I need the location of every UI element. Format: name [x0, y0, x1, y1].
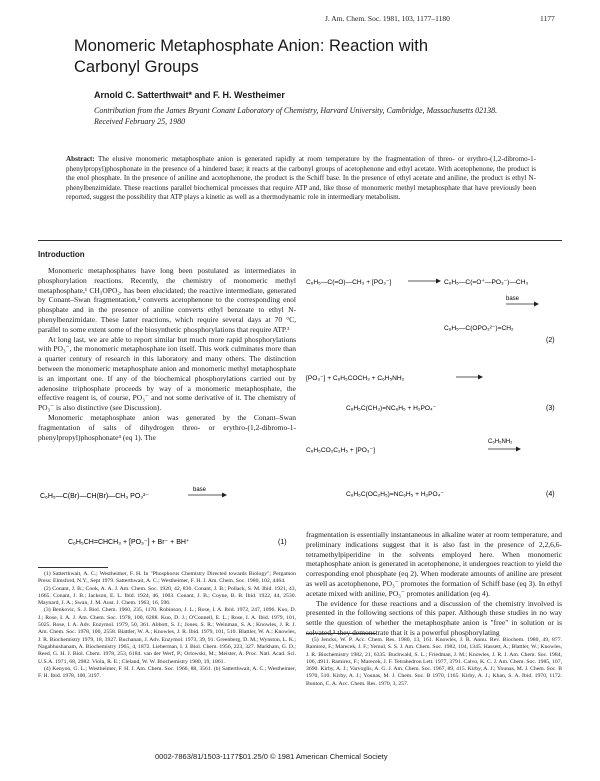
- arrowhead: [436, 279, 441, 284]
- equations-2-4: [306, 262, 562, 524]
- section-divider: [38, 240, 562, 241]
- eq2-left: C₆H₅—C(=O)—CH₃ + [PO₃⁻]: [306, 279, 392, 286]
- eq1-reactant: C₆H₅—C(Br)—CH(Br)—CH₃ PO₃²⁻: [40, 493, 150, 500]
- eq2-label: (2): [546, 337, 555, 344]
- eq1-products: C₆H₅CH=CHCH₃ + [PO₃⁻] + Br⁻ + BH⁺: [68, 539, 190, 546]
- arrowhead: [534, 302, 539, 307]
- abstract: [66, 155, 536, 203]
- arrowhead: [516, 447, 521, 452]
- reference: (2) Conant, J. B.; Cook, A. A. J. Am. Chem. Soc. 1920, 42, 830. Conant, J. B.; Pollack, S. M. Ibid. 1921, 43, 1665. Conant, J. B.; Jackson, E. L. Ibid. 1924, 46, 1003. Conant, J. B.; Coyne, B. B. Ibid. 1922, 44, 2530. Maynard, J. A.; Swan, J. M. Aust. J. Chem. 1963, 16, 596.: [38, 585, 296, 607]
- paragraph: Monomeric metaphosphates have long been postulated as intermediates in phosphorylation reactions. Recently, the chemistry of monomeric methyl metaphosphate,¹ CH₃OPO₂, has been elucidated; the reactive intermediate, generated by Conant–Swan fragmentation,² converts acetophenone to the corresponding enol phosphate and in the presence of aniline converts ethyl benzoate to ethyl N-phenylbenzimidate. These latter reactions, which require several days at 70 °C, parallel to some extent some of the biosynthetic phosphorylations that require ATP.³: [38, 266, 296, 334]
- footnote-rule: [306, 633, 376, 634]
- arrowhead: [478, 375, 483, 380]
- eq4-reagent: C₆H₅NH₂: [488, 439, 513, 445]
- paragraph: fragmentation is essentially instantaneous in alkaline water at room temperature, and preliminary indications suggest that it is also fast in the presence of 2,2,6,6-tetramethylpiperidine in the solvents employed here. When monomeric metaphosphate anion is generated in acetophenone, it undergoes reaction to yield the corresponding enol phosphate (eq 2). When moderate amounts of aniline are present as well as acetophenone, PO₃⁻ promotes the formation of Schiff base (eq 3). In ethyl acetate mixed with aniline, PO₃⁻ promotes anilidation (eq 4).: [306, 530, 562, 598]
- section-heading: Introduction: [38, 250, 85, 259]
- running-header: J. Am. Chem. Soc. 1981, 103, 1177–1180: [325, 14, 450, 23]
- reference: (5) Jencks, W. P. Acc. Chem. Res. 1980, 13, 161. Knowles, J. R. Annu. Rev. Biochem. 1980, 49, 877. Ramirez, F.; Marecek, J. F.; Yemul, S. S. J. Am. Chem. Soc. 1982, 104, 1345. Hassett, A.; Blattler, W.; Knowles, J. R. Biochemistry 1982, 21, 6335. Buchwald, S. L.; Friedman, J. M.; Knowles, J. R. J. Am. Chem. Soc. 1984, 106, 4911. Ramirez, F.; Marecek, J. F. Tetrahedron Lett. 1977, 3791. Calvo, K. C. J. Am. Chem. Soc. 1985, 107, 3690. Kirby, A. J.; Varvoglis, A. G. J. Am. Chem. Soc. 1967, 89, 415. Kirby, A. J.; Younas, M. J. Chem. Soc. B 1970, 510. Kirby, A. J.; Younas, M. J. Chem. Soc. B 1970, 1165. Kirby, A. J.; Khan, S. A. Ibid. 1970, 1172. Bunton, C. A. Acc. Chem. Res. 1970, 3, 257.: [306, 637, 562, 687]
- eq1-label: (1): [278, 539, 287, 546]
- eq2-mid: C₆H₅—C(=O⁺—PO₃⁻)—CH₃: [444, 279, 529, 286]
- eq3-product: C₆H₅C(CH₃)=NC₆H₅ + H₂PO₄⁻: [346, 405, 437, 412]
- reference: (3) Benkovic, S. J. Biol. Chem. 1960, 235, 1170. Robinson, J. L.; Rose, I. A. Ibid. 1972, 247, 1096. Kuo, D. J.; Rose, I. A. J. Am. Chem. Soc. 1978, 100, 6288. Kuo, D. J.; O'Connell, E. L.; Rose, I. A. Ibid. 1979, 101, 5025. Rose, I. A. Adv. Enzymol. 1979, 50, 361. Abbott, S. J.; Jones, S. R.; Weinman, S. A.; Knowles, J. R. J. Am. Chem. Soc. 1978, 100, 2558. Blattler, W. A.; Knowles, J. R. Ibid. 1979, 101, 510. Blattler, W. A.; Knowles, J. R. Biochemistry 1979, 18, 3927. Buchanan, J. Adv. Enzymol. 1973, 39, 91. Greenberg, D. M.; Wynston, L. K.; Nagabhushanam, A. Biochemistry 1965, 4, 1872. Lieberman, I. J. Biol. Chem. 1956, 223, 327. Markham, G. D.; Reed, G. H. J. Biol. Chem. 1978, 253, 6184. van der Werf, P.; Orlowski, M.; Meister, A. Proc. Natl. Acad. Sci. U.S.A. 1971, 68, 2982. Viola, R. E.; Cleland, W. W. Biochemistry 1980, 19, 1861.: [38, 607, 296, 665]
- eq3-label: (3): [546, 405, 555, 412]
- eq2-reagent: base: [506, 296, 520, 302]
- affiliation: Contribution from the James Bryant Conant Laboratory of Chemistry, Harvard University, Cambridge, Massachusetts 02138. Received February 25, 1980: [94, 106, 498, 126]
- arrowhead: [222, 493, 227, 498]
- eq2-product: C₆H₅—C(OPO₃²⁻)=CH₂: [444, 325, 514, 332]
- left-column-text: [38, 266, 296, 478]
- references-left: [38, 571, 296, 743]
- reference: (4) Kenyon, G. L.; Westheimer, F. H. J. Am. Chem. Soc. 1966, 88, 3561. (b) Satterthwait, A. C.; Westheimer, F. H. Ibid. 1978, 100, 3197.: [38, 665, 296, 680]
- paragraph: The evidence for these reactions and a discussion of the chemistry involved is presented in the following sections of this paper. Although these studies in no way settle the question of whether the metaphosphate anion is "free" in solution or is solvated,⁵ they demonstrate that it is a powerful phosphorylating: [306, 598, 562, 637]
- authors: Arnold C. Satterthwait* and F. H. Westheimer: [94, 90, 285, 100]
- eq1-reagent: base: [193, 487, 207, 493]
- abstract-text: The elusive monomeric metaphosphate anion is generated rapidly at room temperature by the fragmentation of threo- or erythro-(1,2-dibromo-1-phenylpropyl)phosphonate in the presence of a hindered base; it reacts at the carbonyl groups of acetophenone and ethyl acetate. With acetophenone, the product is the enol phosphate. In the presence of aniline and acetophenone, the product is the Schiff base. In the presence of ethyl acetate and aniline, the product is ethyl N-phenylbenzimidate. These reactions parallel biochemical processes that require ATP and, like those of monomeric methyl metaphosphate that have previously been reported, suggest the possibility that ATP plays a kinetic as well as a thermodynamic role in intermediary metabolism.: [66, 155, 536, 202]
- footnote-rule: [38, 567, 108, 568]
- paragraph: Monomeric metaphosphate anion was generated by the Conant–Swan fragmentation of salts of dihydrogen threo- or erythro-(1,2-dibromo-1-phenylpropyl)phosphonate⁴ (eq 1). The: [38, 412, 296, 442]
- article-title: Monomeric Metaphosphate Anion: Reaction with Carbonyl Groups: [74, 37, 429, 76]
- right-column-text: [306, 530, 562, 637]
- eq4-left: C₆H₅CO₂C₂H₅ + [PO₃⁻]: [306, 447, 375, 454]
- page-number: 1177: [540, 14, 555, 23]
- abstract-label: Abstract:: [66, 155, 95, 163]
- eq3-left: [PO₃⁻] + C₆H₅COCH₃ + C₆H₅NH₂: [306, 375, 405, 382]
- copyright-footer: 0002-7863/81/1503-1177$01.25/0 © 1981 American Chemical Society: [155, 752, 388, 761]
- paragraph: At long last, we are able to report similar but much more rapid phosphorylations with PO₃⁻, the monomeric metaphosphate ion itself. This work culminates more than a quarter century of research in this laboratory and many others. The distinction between the monomeric metaphosphate anion and monomeric methyl metaphosphate is an important one. If any of the biochemical phosphorylations carried out by adenosine triphosphate proceeds by way of a monomeric metaphosphate, the effective reagent is, of course, PO₃⁻ and not some derivative of it. The chemistry of PO₃⁻ is also distinctive (see Discussion).: [38, 334, 296, 413]
- equation-1: [38, 484, 298, 562]
- references-right: [306, 637, 562, 743]
- eq4-label: (4): [546, 491, 555, 498]
- reference: (1) Satterthwait, A. C.; Westheimer, F. H. In "Phosphorus Chemistry Directed towards Biology"; Pergamon Press: Elmsford, N.Y., Sept 1979. Satterthwait, A. C.; Westheimer, F. H. J. Am. Chem. Soc. 1980, 102, 4464.: [38, 571, 296, 585]
- eq4-product: C₆H₅C(OC₂H₅)=NC₆H₅ + H₂PO₄⁻: [346, 491, 444, 498]
